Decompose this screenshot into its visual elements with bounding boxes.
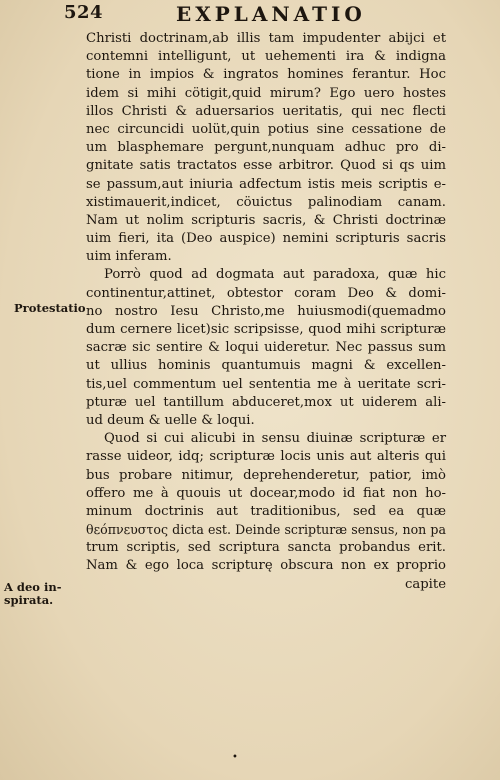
margin-note-line: spirata. bbox=[4, 593, 54, 607]
page-ornament: • bbox=[232, 752, 238, 763]
running-title: EXPLANATIO bbox=[176, 2, 366, 26]
text-line: trum scriptis, sed scriptura sancta probandus erit. bbox=[86, 540, 446, 556]
text-line: continentur,attinet, obtestor coram Deo & domi- bbox=[86, 285, 446, 301]
text-line: rasse uideor, idq; scripturæ locis unis aut alteris qui bbox=[86, 449, 446, 465]
text-line: dum cernere licet)sic scripsisse, quod mihi scripturæ bbox=[86, 322, 446, 337]
text-line: gnitate satis tractatos esse arbitror. Quod si qs uim bbox=[86, 158, 446, 174]
margin-note-adeo-inspirata bbox=[4, 581, 61, 607]
text-line: xistimauerit,indicet, cöuictus palinodiam canam. bbox=[86, 194, 446, 210]
page-number: 524 bbox=[64, 2, 104, 23]
margin-note-line: A deo in- bbox=[4, 580, 62, 594]
text-line: um blasphemare pergunt,nunquam adhuc pro di- bbox=[86, 140, 446, 156]
catchword: capite bbox=[404, 576, 446, 592]
text-line: Christi doctrinam,ab illis tam impudenter abijci et bbox=[86, 31, 446, 46]
page-header bbox=[64, 2, 484, 26]
text-line: pturæ uel tantillum abduceret,mox ut uiderem ali- bbox=[86, 394, 446, 410]
text-line: illos Christi & aduersarios ueritatis, qui nec flecti bbox=[86, 103, 446, 119]
margin-note-protestatio: Protestatio bbox=[14, 301, 86, 315]
text-line: minum doctrinis aut traditionibus, sed ea quæ bbox=[86, 503, 446, 519]
text-line: sacræ sic sentire & loqui uideretur. Nec passus sum bbox=[86, 340, 446, 356]
text-line: Quod si cui alicubi in sensu diuinæ scripturæ er bbox=[104, 431, 446, 447]
text-line: tis,uel commentum uel sententia me à ueritate scri- bbox=[86, 376, 446, 392]
text-line: Nam & ego loca scripturę obscura non ex proprio bbox=[86, 558, 446, 574]
text-line: offero me à quouis ut docear,modo id fiat non ho- bbox=[86, 485, 446, 501]
text-line: ut ullius hominis quantumuis magni & excellen- bbox=[86, 358, 446, 374]
text-line: bus probare nitimur, deprehenderetur, patior, imò bbox=[86, 467, 446, 483]
text-line: Porrò quod ad dogmata aut paradoxa, quæ hic bbox=[104, 267, 446, 283]
text-line: uim fieri, ita (Deo auspice) nemini scripturis sacris bbox=[86, 231, 446, 247]
text-line: se passum,aut iniuria adfectum istis meis scriptis e- bbox=[86, 176, 446, 192]
text-line: no nostro Iesu Christo,me huiusmodi(quemadmo bbox=[86, 303, 446, 319]
text-line: ud deum & uelle & loqui. bbox=[86, 412, 255, 428]
text-line: idem si mihi cötigit,quid mirum? Ego uero hostes bbox=[86, 85, 446, 101]
body-text bbox=[86, 30, 446, 594]
text-line: θεόπνευστος dicta est. Deinde scripturæ sensus, non pa bbox=[86, 522, 446, 538]
text-line: tione in impios & ingratos homines ferantur. Hoc bbox=[86, 67, 446, 83]
text-line: Nam ut nolim scripturis sacris, & Christi doctrinæ bbox=[86, 212, 446, 228]
text-line: nec circuncidi uolüt,quin potius sine cessatione de bbox=[86, 121, 446, 137]
text-line: uim inferam. bbox=[86, 249, 172, 265]
text-line: contemni intelligunt, ut uehementi ira & indigna bbox=[86, 49, 446, 65]
